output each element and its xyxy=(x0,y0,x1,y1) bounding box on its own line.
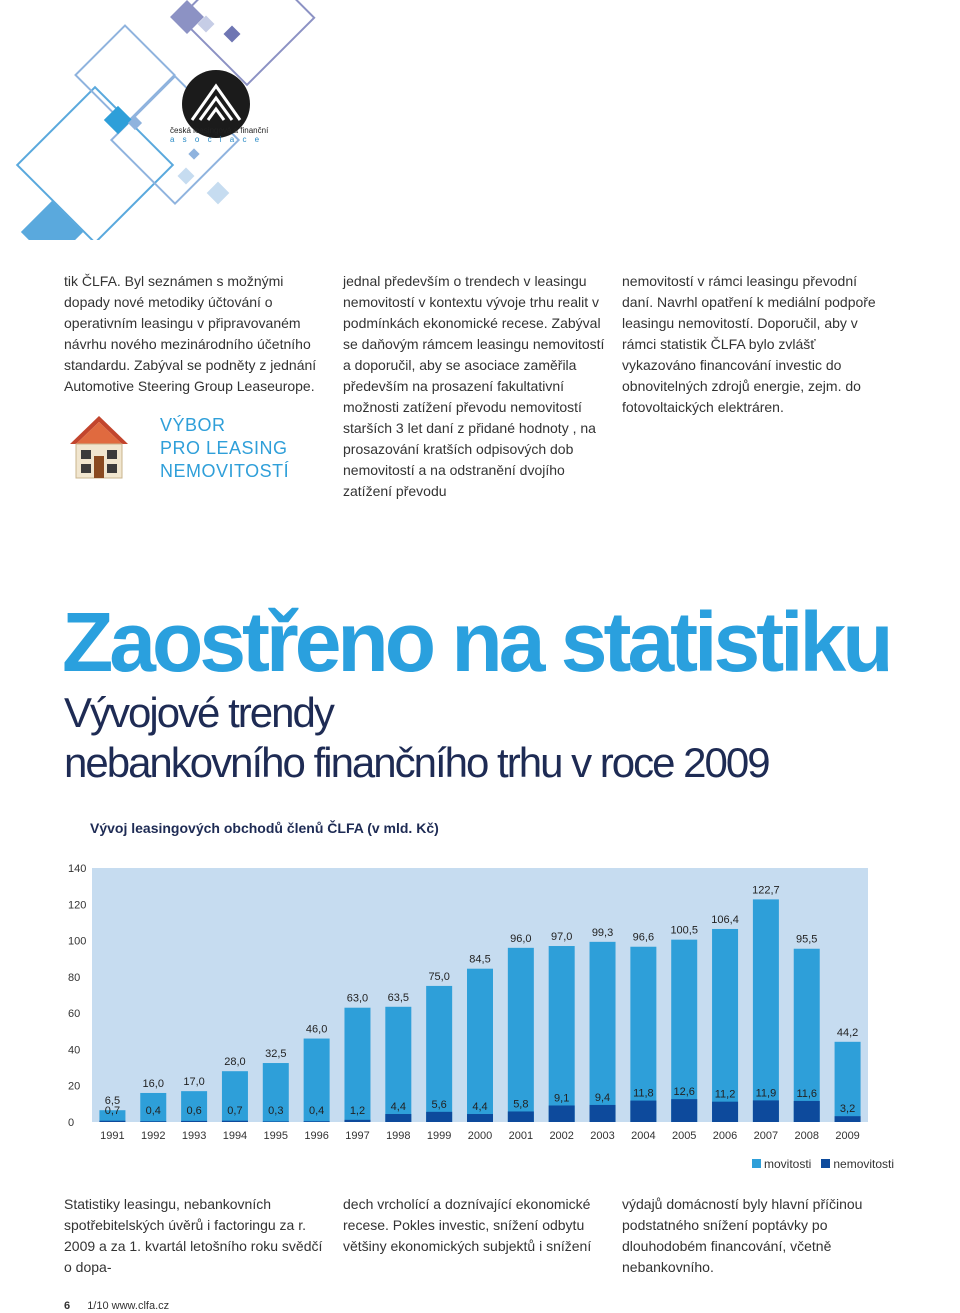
data-label-nemovitosti: 0,7 xyxy=(227,1105,243,1117)
data-label-movitosti: 100,5 xyxy=(670,924,698,937)
legend-swatch-nemovitosti xyxy=(821,1159,830,1168)
data-label-movitosti: 96,6 xyxy=(632,931,655,944)
leasing-bar-chart xyxy=(0,850,960,1150)
data-label-nemovitosti: 11,9 xyxy=(755,1087,777,1100)
data-label-movitosti: 44,2 xyxy=(836,1026,859,1039)
text-column-3 xyxy=(622,271,884,418)
data-label-nemovitosti: 11,8 xyxy=(633,1087,654,1100)
text-column-2 xyxy=(343,271,605,502)
subheadline-line: Vývojové trendy xyxy=(64,689,333,736)
bar-nemovitosti xyxy=(467,1114,493,1122)
y-tick-label: 60 xyxy=(68,1008,81,1021)
data-label-movitosti: 96,0 xyxy=(510,932,532,945)
data-label-movitosti: 32,5 xyxy=(265,1048,287,1061)
bar-nemovitosti xyxy=(549,1105,575,1122)
data-label-movitosti: 63,0 xyxy=(346,992,369,1005)
data-label-nemovitosti: 1,2 xyxy=(349,1105,366,1117)
section-title-line: PRO LEASING xyxy=(160,438,288,458)
bar-nemovitosti xyxy=(712,1102,738,1122)
data-label-nemovitosti: 9,1 xyxy=(554,1092,570,1105)
data-label-nemovitosti: 11,6 xyxy=(796,1087,818,1100)
y-tick-label: 80 xyxy=(68,971,81,984)
legend-swatch-movitosti xyxy=(752,1159,761,1168)
data-label-movitosti: 122,7 xyxy=(752,884,780,897)
x-tick-label: 2000 xyxy=(467,1130,493,1142)
data-label-movitosti: 16,0 xyxy=(142,1077,164,1090)
x-tick-label: 2007 xyxy=(753,1130,779,1142)
text-column-1 xyxy=(64,271,326,397)
data-label-nemovitosti: 0,4 xyxy=(308,1105,325,1117)
data-label-nemovitosti: 5,8 xyxy=(513,1098,529,1111)
bar-nemovitosti xyxy=(630,1101,656,1122)
logo-line1: česká leasingová a finanční xyxy=(170,126,269,135)
x-tick-label: 2008 xyxy=(794,1130,819,1142)
x-tick-label: 1996 xyxy=(304,1130,329,1142)
y-tick-label: 0 xyxy=(68,1117,75,1129)
data-label-movitosti: 97,0 xyxy=(550,931,573,944)
data-label-movitosti: 99,3 xyxy=(591,926,614,939)
y-tick-label: 20 xyxy=(68,1080,81,1093)
bar-nemovitosti xyxy=(263,1121,289,1122)
bottom-column-2: dech vrcholící a doznívající ekonomické recese. Pokles investic, snížení odbytu většiny ekonomických subjektů i snížení xyxy=(343,1196,592,1254)
paragraph: jednal především o trendech v leasingu nemovitostí v kontextu vývoje trhu realit v podmínkách ekonomické recese. Zabýval se daňovým rámcem leasingu nemovitostí a doporučil, aby se asociace zaměřila především na prosazení fakultativní možnosti zatížení převodu nemovitostí starších 3 let daní z přidané hodnoty , na prosazování kratších odpisových dob nemovitostí a na odstranění dvojího zatížení převodu xyxy=(343,273,605,499)
x-tick-label: 1991 xyxy=(100,1130,125,1142)
x-tick-label: 2001 xyxy=(508,1130,534,1142)
data-label-movitosti: 6,5 xyxy=(104,1095,121,1108)
x-tick-label: 1997 xyxy=(345,1130,370,1142)
data-label-nemovitosti: 0,4 xyxy=(145,1105,161,1117)
bar-nemovitosti xyxy=(99,1121,125,1122)
y-tick-label: 140 xyxy=(68,863,87,875)
bar-nemovitosti xyxy=(140,1121,166,1122)
bar-nemovitosti xyxy=(794,1101,820,1122)
logo-text xyxy=(170,126,270,144)
chart-title: Vývoj leasingových obchodů členů ČLFA (v mld. Kč) xyxy=(90,820,439,836)
x-tick-label: 1999 xyxy=(426,1130,452,1142)
data-label-nemovitosti: 11,2 xyxy=(714,1088,736,1101)
page-number: 6 xyxy=(64,1300,71,1312)
house-icon xyxy=(66,410,132,482)
data-label-nemovitosti: 0,7 xyxy=(104,1105,121,1117)
paragraph: tik ČLFA. Byl seznámen s možnými dopady nové metodiky účtování o operativním leasingu v připravovaném návrhu nového mezinárodního účetního standardu. Zabýval se podněty z jednání Automotive Steering Group Leaseurope. xyxy=(64,273,317,394)
y-tick-label: 120 xyxy=(68,899,87,912)
bar-nemovitosti xyxy=(426,1112,452,1122)
page-subheadline xyxy=(64,688,769,788)
footer-url: www.clfa.cz xyxy=(111,1300,170,1312)
x-tick-label: 2004 xyxy=(631,1130,656,1142)
issue-number: 1/10 xyxy=(87,1300,109,1312)
bar-nemovitosti xyxy=(835,1116,861,1122)
x-tick-label: 1995 xyxy=(263,1130,289,1142)
data-label-movitosti: 28,0 xyxy=(224,1056,246,1069)
page-headline: Zaostřeno na statistiku xyxy=(62,595,890,689)
legend-label-movitosti: movitosti xyxy=(764,1157,812,1171)
paragraph: nemovitostí v rámci leasingu převodní daní. Navrhl opatření k mediální podpoře leasingu nemovitostí. Doporučil, aby v rámci statistik ČLFA bylo zvlášť vykazováno financování investic do obnovitelných zdrojů energie, zejm. do fotovoltaických elektráren. xyxy=(622,273,876,415)
decorative-diamonds xyxy=(0,0,340,240)
data-label-movitosti: 17,0 xyxy=(183,1076,205,1089)
bar-nemovitosti xyxy=(181,1121,207,1122)
x-tick-label: 2005 xyxy=(671,1130,697,1142)
bar-movitosti xyxy=(467,969,493,1122)
chart-legend xyxy=(752,1157,894,1171)
bar-nemovitosti xyxy=(344,1120,370,1122)
bar-nemovitosti xyxy=(671,1099,697,1122)
data-label-nemovitosti: 9,4 xyxy=(594,1091,611,1104)
data-label-movitosti: 84,5 xyxy=(469,953,491,966)
section-title-vybor xyxy=(160,414,340,483)
bar-nemovitosti xyxy=(508,1111,534,1122)
y-tick-label: 100 xyxy=(68,935,87,948)
x-tick-label: 1998 xyxy=(386,1130,411,1142)
bar-nemovitosti xyxy=(590,1105,616,1122)
data-label-movitosti: 75,0 xyxy=(428,970,450,983)
bar-nemovitosti xyxy=(304,1121,330,1122)
bar-nemovitosti xyxy=(753,1100,779,1122)
data-label-nemovitosti: 0,3 xyxy=(268,1105,284,1117)
subheadline-line: nebankovního finančního trhu v roce 2009 xyxy=(64,739,769,786)
bottom-column-1: Statistiky leasingu, nebankovních spotřebitelských úvěrů i factoringu za r. 2009 a za 1. kvartál letošního roku svědčí o dopa- xyxy=(64,1196,323,1275)
data-label-nemovitosti: 4,4 xyxy=(390,1101,406,1114)
x-tick-label: 1992 xyxy=(141,1130,166,1142)
x-tick-label: 2002 xyxy=(549,1130,574,1142)
bar-nemovitosti xyxy=(385,1114,411,1122)
logo-line2: a s o c i a c e xyxy=(170,135,263,144)
data-label-movitosti: 106,4 xyxy=(711,913,739,926)
y-tick-label: 40 xyxy=(68,1044,81,1057)
data-label-movitosti: 46,0 xyxy=(305,1023,328,1036)
x-tick-label: 1994 xyxy=(222,1130,248,1142)
x-tick-label: 1993 xyxy=(181,1130,207,1142)
bar-nemovitosti xyxy=(222,1121,248,1122)
x-tick-label: 2009 xyxy=(835,1130,860,1142)
data-label-nemovitosti: 4,4 xyxy=(472,1101,488,1114)
x-tick-label: 2006 xyxy=(712,1130,738,1142)
page-footer xyxy=(64,1300,169,1312)
data-label-nemovitosti: 0,6 xyxy=(186,1105,202,1117)
data-label-nemovitosti: 12,6 xyxy=(673,1086,695,1099)
bottom-column-3: výdajů domácností byly hlavní příčinou podstatného snížení poptávky po dlouhodobém financování, včetně nebankovního. xyxy=(622,1196,863,1275)
section-title-line: NEMOVITOSTÍ xyxy=(160,461,290,481)
data-label-movitosti: 95,5 xyxy=(796,933,818,946)
section-title-line: VÝBOR xyxy=(160,415,226,435)
data-label-movitosti: 63,5 xyxy=(387,991,410,1004)
legend-label-nemovitosti: nemovitosti xyxy=(833,1157,895,1171)
bar-movitosti xyxy=(508,948,534,1122)
x-tick-label: 2003 xyxy=(590,1130,615,1142)
data-label-nemovitosti: 5,6 xyxy=(431,1098,447,1111)
data-label-nemovitosti: 3,2 xyxy=(839,1103,856,1116)
